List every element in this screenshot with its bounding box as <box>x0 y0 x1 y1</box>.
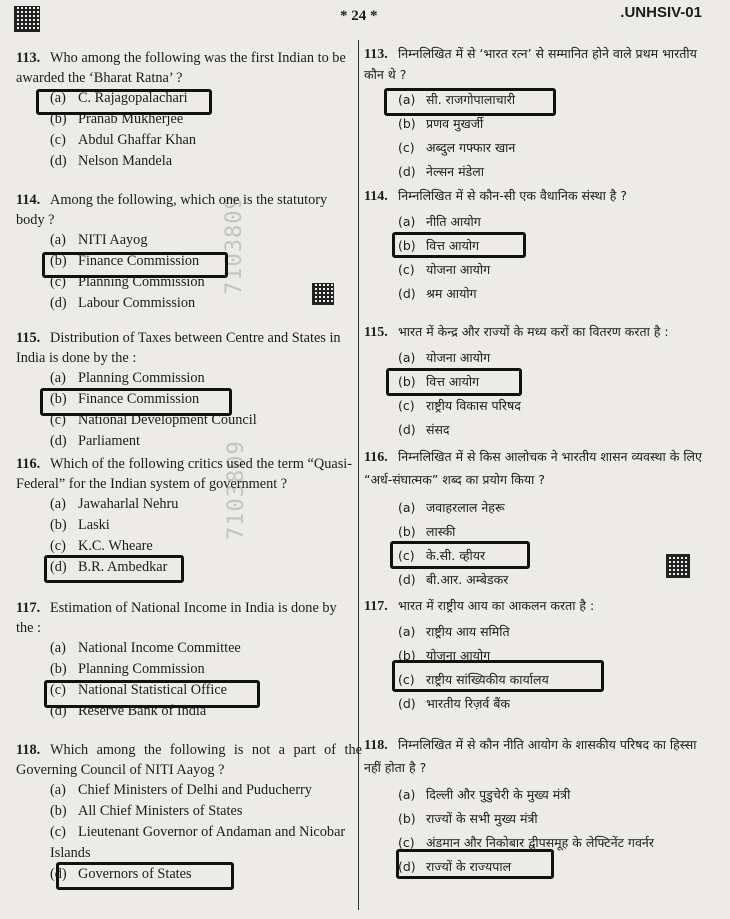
option-d[interactable]: (d) श्रम आयोग <box>398 286 477 301</box>
option-c[interactable]: (c) Abdul Ghaffar Khan <box>50 132 197 148</box>
option-c[interactable]: (c) योजना आयोग <box>398 262 491 277</box>
answer-mark <box>384 88 556 116</box>
option-b[interactable]: (b) Pranab Mukherjee <box>50 111 184 127</box>
question-113-en: 113. Who among the following was the first Indian to be awarded the ‘Bharat Ratna’ ? (a) C. Rajagopalachari (b) Pranab Mukherjee (c) Abdul Ghaffar Khan (d) Nelson Mandela <box>16 48 348 172</box>
option-c[interactable]: (c) National Statistical Office <box>50 682 228 698</box>
question-stem: निम्नलिखित में से कौन-सी एक वैधानिक संस्था है ? <box>398 188 628 203</box>
question-115-hi: 115. भारत में केन्द्र और राज्यों के मध्य करों का वितरण करता है : (a) योजना आयोग (b) वित्त आयोग (c) राष्ट्रीय विकास परिषद (d) संसद <box>364 322 704 440</box>
option-b[interactable]: (b) वित्त आयोग <box>398 238 480 253</box>
answer-mark <box>392 660 604 692</box>
question-117-hi: 117. भारत में राष्ट्रीय आय का आकलन करता है : (a) राष्ट्रीय आय समिति (b) योजना आयोग (c) राष्ट्रीय सांख्यिकीय कार्यालय (d) भारतीय रिज़र्व बैंक <box>364 596 704 714</box>
option-d[interactable]: (d) संसद <box>398 422 450 437</box>
question-114-en: 114. Among the following, which one is the statutory body ? (a) NITI Aayog (b) Finance Commission (c) Planning Commission (d) Labour Commission <box>16 190 348 314</box>
option-a[interactable]: (a) दिल्ली और पुडुचेरी के मुख्य मंत्री <box>398 787 571 802</box>
question-116-hi: 116. निम्नलिखित में से किस आलोचक ने भारतीय शासन व्यवस्था के लिए “अर्ध-संघात्मक” शब्द का प्रयोग किया ? (a) जवाहरलाल नेहरू (b) लास्की (c) के.सी. व्हीयर (d) बी.आर. अम्बेडकर <box>364 446 710 590</box>
option-a[interactable]: (a) जवाहरलाल नेहरू <box>398 500 505 515</box>
question-115-en: 115. Distribution of Taxes between Centre and States in India is done by the : (a) Planning Commission (b) Finance Commission (c) National Development Council (d) Parliament <box>16 328 348 452</box>
option-d[interactable]: (d) भारतीय रिज़र्व बैंक <box>398 696 511 711</box>
option-d[interactable]: (d) Governors of States <box>50 866 192 882</box>
question-116-en: 116. Which of the following critics used the term “Quasi-Federal” for the Indian system of government ? (a) Jawaharlal Nehru (b) Laski (c) K.C. Wheare (d) B.R. Ambedkar <box>16 454 352 578</box>
option-b[interactable]: (b) Laski <box>50 517 110 533</box>
option-a[interactable]: (a) C. Rajagopalachari <box>50 90 188 106</box>
option-a[interactable]: (a) Chief Ministers of Delhi and Puducherry <box>50 782 312 798</box>
answer-mark <box>386 368 522 396</box>
option-a[interactable]: (a) योजना आयोग <box>398 350 491 365</box>
question-stem: भारत में केन्द्र और राज्यों के मध्य करों का वितरण करता है : <box>398 324 669 339</box>
question-stem: Distribution of Taxes between Centre and States in India is done by the : <box>16 330 341 366</box>
question-stem: निम्नलिखित में से ‘भारत रत्न’ से सम्मानित होने वाले प्रथम भारतीय कौन थे ? <box>364 46 697 82</box>
question-118-en: 118. Which among the following is not a part of the Governing Council of NITI Aayog ? (a) Chief Ministers of Delhi and Puducherry (b) All Chief Ministers of States (c) Lieutenant Governor of Andaman and Nicobar Islands (d) Governors of States <box>16 740 362 885</box>
option-d[interactable]: (d) बी.आर. अम्बेडकर <box>398 572 509 587</box>
option-c[interactable]: (c) अब्दुल गफ्फार खान <box>398 140 516 155</box>
answer-mark <box>44 680 260 708</box>
page-number: * 24 * <box>340 8 378 24</box>
option-c[interactable]: (c) K.C. Wheare <box>50 538 153 554</box>
option-a[interactable]: (a) National Income Committee <box>50 640 241 656</box>
question-stem: Estimation of National Income in India is done by the : <box>16 600 337 636</box>
answer-mark <box>42 252 228 278</box>
question-stem: Among the following, which one is the statutory body ? <box>16 192 328 228</box>
option-b[interactable]: (b) प्रणव मुखर्जी <box>398 116 484 131</box>
answer-mark <box>36 89 212 115</box>
watermark: 7103809 <box>224 440 249 540</box>
option-b[interactable]: (b) लास्की <box>398 524 456 539</box>
option-d[interactable]: (d) Nelson Mandela <box>50 153 173 169</box>
option-a[interactable]: (a) सी. राजगोपालाचारी <box>398 92 516 107</box>
option-a[interactable]: (a) राष्ट्रीय आय समिति <box>398 624 510 639</box>
option-c[interactable]: (c) Lieutenant Governor of Andaman and Nicobar Islands <box>50 824 346 861</box>
paper-code: .UNHSIV-01 <box>620 4 702 21</box>
question-117-en: 117. Estimation of National Income in India is done by the : (a) National Income Committee (b) Planning Commission (c) National Statistical Office (d) Reserve Bank of India <box>16 598 352 722</box>
option-a[interactable]: (a) नीति आयोग <box>398 214 481 229</box>
option-d[interactable]: (d) नेल्सन मंडेला <box>398 164 484 179</box>
answer-mark <box>56 862 234 890</box>
option-d[interactable]: (d) राज्यों के राज्यपाल <box>398 859 512 874</box>
question-stem: भारत में राष्ट्रीय आय का आकलन करता है : <box>398 598 595 613</box>
option-c[interactable]: (c) National Development Council <box>50 412 257 428</box>
option-b[interactable]: (b) योजना आयोग <box>398 648 491 663</box>
question-stem: Who among the following was the first Indian to be awarded the ‘Bharat Ratna’ ? <box>16 50 346 86</box>
option-b[interactable]: (b) वित्त आयोग <box>398 374 480 389</box>
option-a[interactable]: (a) Planning Commission <box>50 370 205 386</box>
option-c[interactable]: (c) राष्ट्रीय विकास परिषद <box>398 398 521 413</box>
option-d[interactable]: (d) Reserve Bank of India <box>50 703 207 719</box>
qr-code-icon <box>14 6 40 32</box>
question-stem: Which of the following critics used the term “Quasi-Federal” for the Indian system of government ? <box>16 456 352 492</box>
option-d[interactable]: (d) Labour Commission <box>50 295 196 311</box>
option-b[interactable]: (b) Finance Commission <box>50 253 200 269</box>
option-c[interactable]: (c) के.सी. व्हीयर <box>398 548 486 563</box>
question-113-hi: 113. निम्नलिखित में से ‘भारत रत्न’ से सम्मानित होने वाले प्रथम भारतीय कौन थे ? (a) सी. राजगोपालाचारी (b) प्रणव मुखर्जी (c) अब्दुल गफ्फार खान (d) नेल्सन मंडेला <box>364 44 704 182</box>
option-b[interactable]: (b) Finance Commission <box>50 391 200 407</box>
answer-mark <box>396 849 554 879</box>
option-b[interactable]: (b) All Chief Ministers of States <box>50 803 243 819</box>
answer-mark <box>40 388 232 416</box>
option-a[interactable]: (a) NITI Aayog <box>50 232 148 248</box>
question-stem: निम्नलिखित में से कौन नीति आयोग के शासकीय परिषद का हिस्सा नहीं होता है ? <box>364 737 697 775</box>
option-d[interactable]: (d) B.R. Ambedkar <box>50 559 168 575</box>
page-header <box>0 0 730 40</box>
answer-mark <box>44 555 184 583</box>
option-c[interactable]: (c) Planning Commission <box>50 274 205 290</box>
question-stem: निम्नलिखित में से किस आलोचक ने भारतीय शासन व्यवस्था के लिए “अर्ध-संघात्मक” शब्द का प्रयोग किया ? <box>364 449 702 487</box>
question-118-hi: 118. निम्नलिखित में से कौन नीति आयोग के शासकीय परिषद का हिस्सा नहीं होता है ? (a) दिल्ली और पुडुचेरी के मुख्य मंत्री (b) राज्यों के सभी मुख्य मंत्री (c) अंडमान और निकोबार द्वीपसमूह के लेफ्टिनेंट गवर्नर (d) राज्यों के राज्यपाल <box>364 734 710 877</box>
option-b[interactable]: (b) Planning Commission <box>50 661 205 677</box>
question-stem: Which among the following is not a part of the Governing Council of NITI Aayog ? <box>16 742 362 778</box>
question-114-hi: 114. निम्नलिखित में से कौन-सी एक वैधानिक संस्था है ? (a) नीति आयोग (b) वित्त आयोग (c) योजना आयोग (d) श्रम आयोग <box>364 186 704 304</box>
answer-mark <box>392 232 526 258</box>
option-a[interactable]: (a) Jawaharlal Nehru <box>50 496 179 512</box>
option-c[interactable]: (c) राष्ट्रीय सांख्यिकीय कार्यालय <box>398 672 549 687</box>
watermark: 7103809 <box>222 195 247 295</box>
answer-mark <box>390 541 530 569</box>
option-c[interactable]: (c) अंडमान और निकोबार द्वीपसमूह के लेफ्टिनेंट गवर्नर <box>398 835 654 850</box>
option-d[interactable]: (d) Parliament <box>50 433 140 449</box>
option-b[interactable]: (b) राज्यों के सभी मुख्य मंत्री <box>398 811 538 826</box>
